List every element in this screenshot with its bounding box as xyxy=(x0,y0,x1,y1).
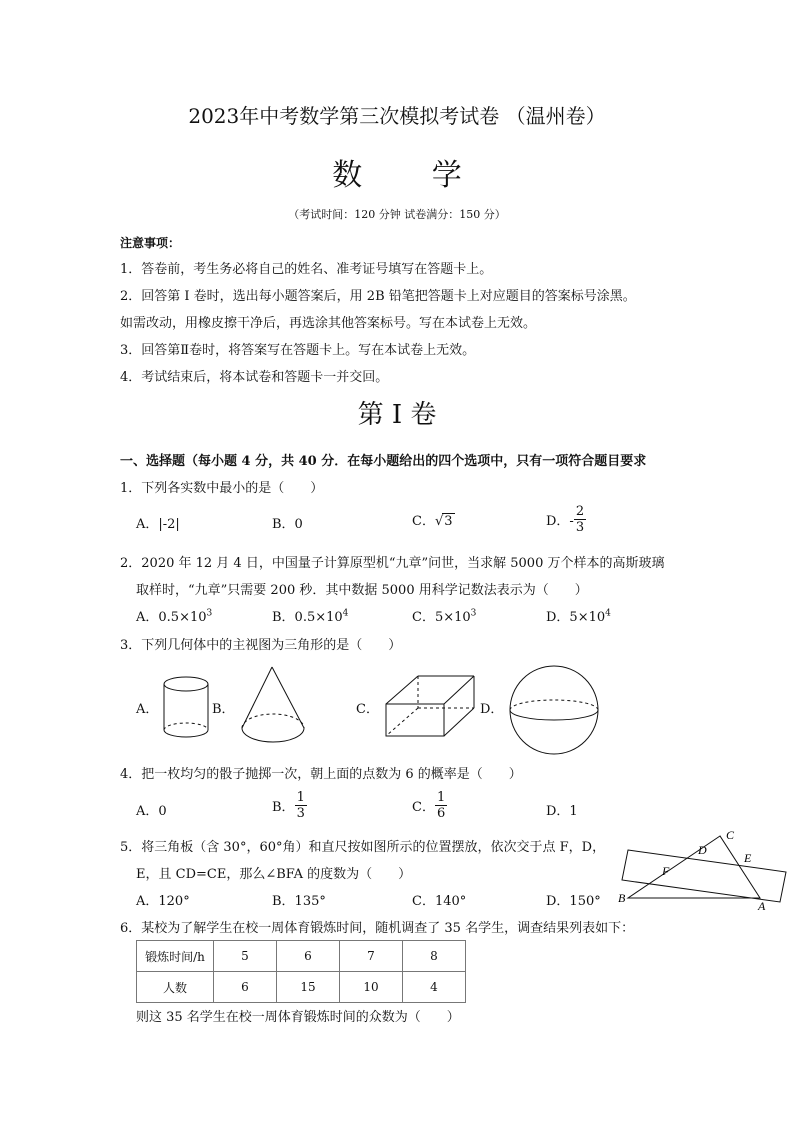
question-5-stem-line2: E，且 CD=CE，那么∠BFA 的度数为（ ） xyxy=(136,867,412,882)
exam-info: （考试时间：120 分钟 试卷满分：150 分） xyxy=(288,208,506,221)
point-f-label: F xyxy=(662,864,670,878)
volume-title: 第 I 卷 xyxy=(357,400,437,430)
table-cell: 7 xyxy=(340,941,403,972)
fraction-numerator: 1 xyxy=(436,790,446,805)
question-3-stem: 3．下列几何体中的主视图为三角形的是（ ） xyxy=(120,638,402,653)
q2-option-a xyxy=(136,606,212,625)
q3-option-c-label: C． xyxy=(356,702,379,717)
table-cell: 8 xyxy=(403,941,466,972)
q1-option-b: B．0 xyxy=(272,517,303,532)
point-d-label: D xyxy=(698,843,707,857)
subject-title: 数 学 xyxy=(332,158,492,193)
q4-option-b-fraction xyxy=(295,790,307,821)
table-header-cell: 人数 xyxy=(137,972,214,1003)
q2-option-c-base: C．5×10 xyxy=(412,610,471,625)
question-2-stem-line2: 取样时，“九章”只需要 200 秒．其中数据 5000 用科学记数法表示为（ ） xyxy=(136,583,588,598)
question-4-stem: 4．把一枚均匀的骰子抛掷一次，朝上面的点数为 6 的概率是（ ） xyxy=(120,767,522,782)
q4-option-b xyxy=(272,790,307,821)
fraction-denominator: 3 xyxy=(296,806,305,821)
q5-option-d: D．150° xyxy=(546,894,601,909)
q4-option-d: D．1 xyxy=(546,804,578,819)
sqrt-symbol: √ xyxy=(434,514,444,529)
exam-title: 2023年中考数学第三次模拟考试卷 （温州卷） xyxy=(188,104,606,128)
sphere-figure xyxy=(506,664,602,756)
q2-option-b xyxy=(272,606,348,625)
question-6-followup: 则这 35 名学生在校一周体育锻炼时间的众数为（ ） xyxy=(136,1010,460,1025)
q2-option-d-base: D．5×10 xyxy=(546,610,606,625)
point-e-label: E xyxy=(744,851,752,865)
q2-option-c xyxy=(412,606,476,625)
q4-option-c-fraction xyxy=(435,790,447,821)
q3-option-a-label: A． xyxy=(136,702,159,717)
triangle-ruler-figure xyxy=(614,826,794,914)
q1-option-c xyxy=(412,510,455,529)
table-row xyxy=(137,941,466,972)
table-cell: 10 xyxy=(340,972,403,1003)
notice-item: 3．回答第Ⅱ卷时，将答案写在答题卡上。写在本试卷上无效。 xyxy=(120,343,476,358)
fraction-denominator: 3 xyxy=(575,520,585,535)
question-6-stem: 6．某校为了解学生在校一周体育锻炼时间，随机调查了 35 名学生，调查结果列表如下： xyxy=(120,921,635,936)
q4-option-c xyxy=(412,790,447,821)
fraction-numerator: 1 xyxy=(296,790,305,805)
q5-option-b: B．135° xyxy=(272,894,326,909)
q3-option-b-label: B． xyxy=(212,702,235,717)
q3-option-d-label: D． xyxy=(480,702,504,717)
notice-item: 1．答卷前，考生务必将自己的姓名、准考证号填写在答题卡上。 xyxy=(120,262,493,277)
table-cell: 6 xyxy=(277,941,340,972)
q1-option-d xyxy=(546,504,586,535)
table-cell: 6 xyxy=(214,972,277,1003)
fraction-numerator: 2 xyxy=(575,504,585,519)
cylinder-figure xyxy=(160,674,214,740)
notice-item: 2．回答第 I 卷时，选出每小题答案后，用 2B 铅笔把答题卡上对应题目的答案标号涂黑。 xyxy=(120,289,636,304)
table-cell: 5 xyxy=(214,941,277,972)
q2-option-c-exponent: 3 xyxy=(470,608,477,619)
q2-option-b-exponent: 4 xyxy=(342,608,349,619)
question-1-stem: 1．下列各实数中最小的是（ ） xyxy=(120,481,324,496)
cuboid-figure xyxy=(382,672,478,740)
point-a-label: A xyxy=(758,899,766,913)
q2-option-b-base: B．0.5×10 xyxy=(272,610,343,625)
table-cell: 15 xyxy=(277,972,340,1003)
q5-option-a: A．120° xyxy=(136,894,190,909)
exercise-time-table xyxy=(136,940,466,1003)
table-header-cell: 锻炼时间/h xyxy=(137,941,214,972)
q4-option-b-label: B． xyxy=(272,800,295,815)
question-2-stem-line1: 2．2020 年 12 月 4 日，中国量子计算原型机“九章”问世，当求解 5000 万个样本的高斯玻璃 xyxy=(120,556,665,571)
q1-option-c-radicand: 3 xyxy=(444,514,453,529)
notice-item: 如需改动，用橡皮擦干净后，再选涂其他答案标号。写在本试卷上无效。 xyxy=(120,316,537,331)
question-5-stem-line1: 5．将三角板（含 30°，60°角）和直尺按如图所示的位置摆放，依次交于点 F，D， xyxy=(120,840,606,855)
q1-option-d-label: D．- xyxy=(546,514,574,529)
fraction-denominator: 6 xyxy=(436,806,446,821)
notice-item: 4．考试结束后，将本试卷和答题卡一并交回。 xyxy=(120,370,389,385)
notice-heading: 注意事项： xyxy=(120,236,181,250)
q2-option-d xyxy=(546,606,611,625)
table-cell: 4 xyxy=(403,972,466,1003)
point-c-label: C xyxy=(726,828,735,842)
q2-option-a-base: A．0.5×10 xyxy=(136,610,207,625)
q1-option-c-label: C． xyxy=(412,514,435,529)
section-heading: 一、选择题（每小题 4 分，共 40 分．在每小题给出的四个选项中，只有一项符合题目要求 xyxy=(120,454,647,469)
q5-option-c: C．140° xyxy=(412,894,467,909)
q1-option-a: A．|-2| xyxy=(136,517,180,532)
cone-figure xyxy=(238,664,310,752)
q4-option-c-label: C． xyxy=(412,800,435,815)
q4-option-a: A．0 xyxy=(136,804,167,819)
q1-option-d-fraction xyxy=(574,504,586,535)
q2-option-a-exponent: 3 xyxy=(206,608,213,619)
q2-option-d-exponent: 4 xyxy=(605,608,611,619)
point-b-label: B xyxy=(618,891,626,905)
table-row xyxy=(137,972,466,1003)
